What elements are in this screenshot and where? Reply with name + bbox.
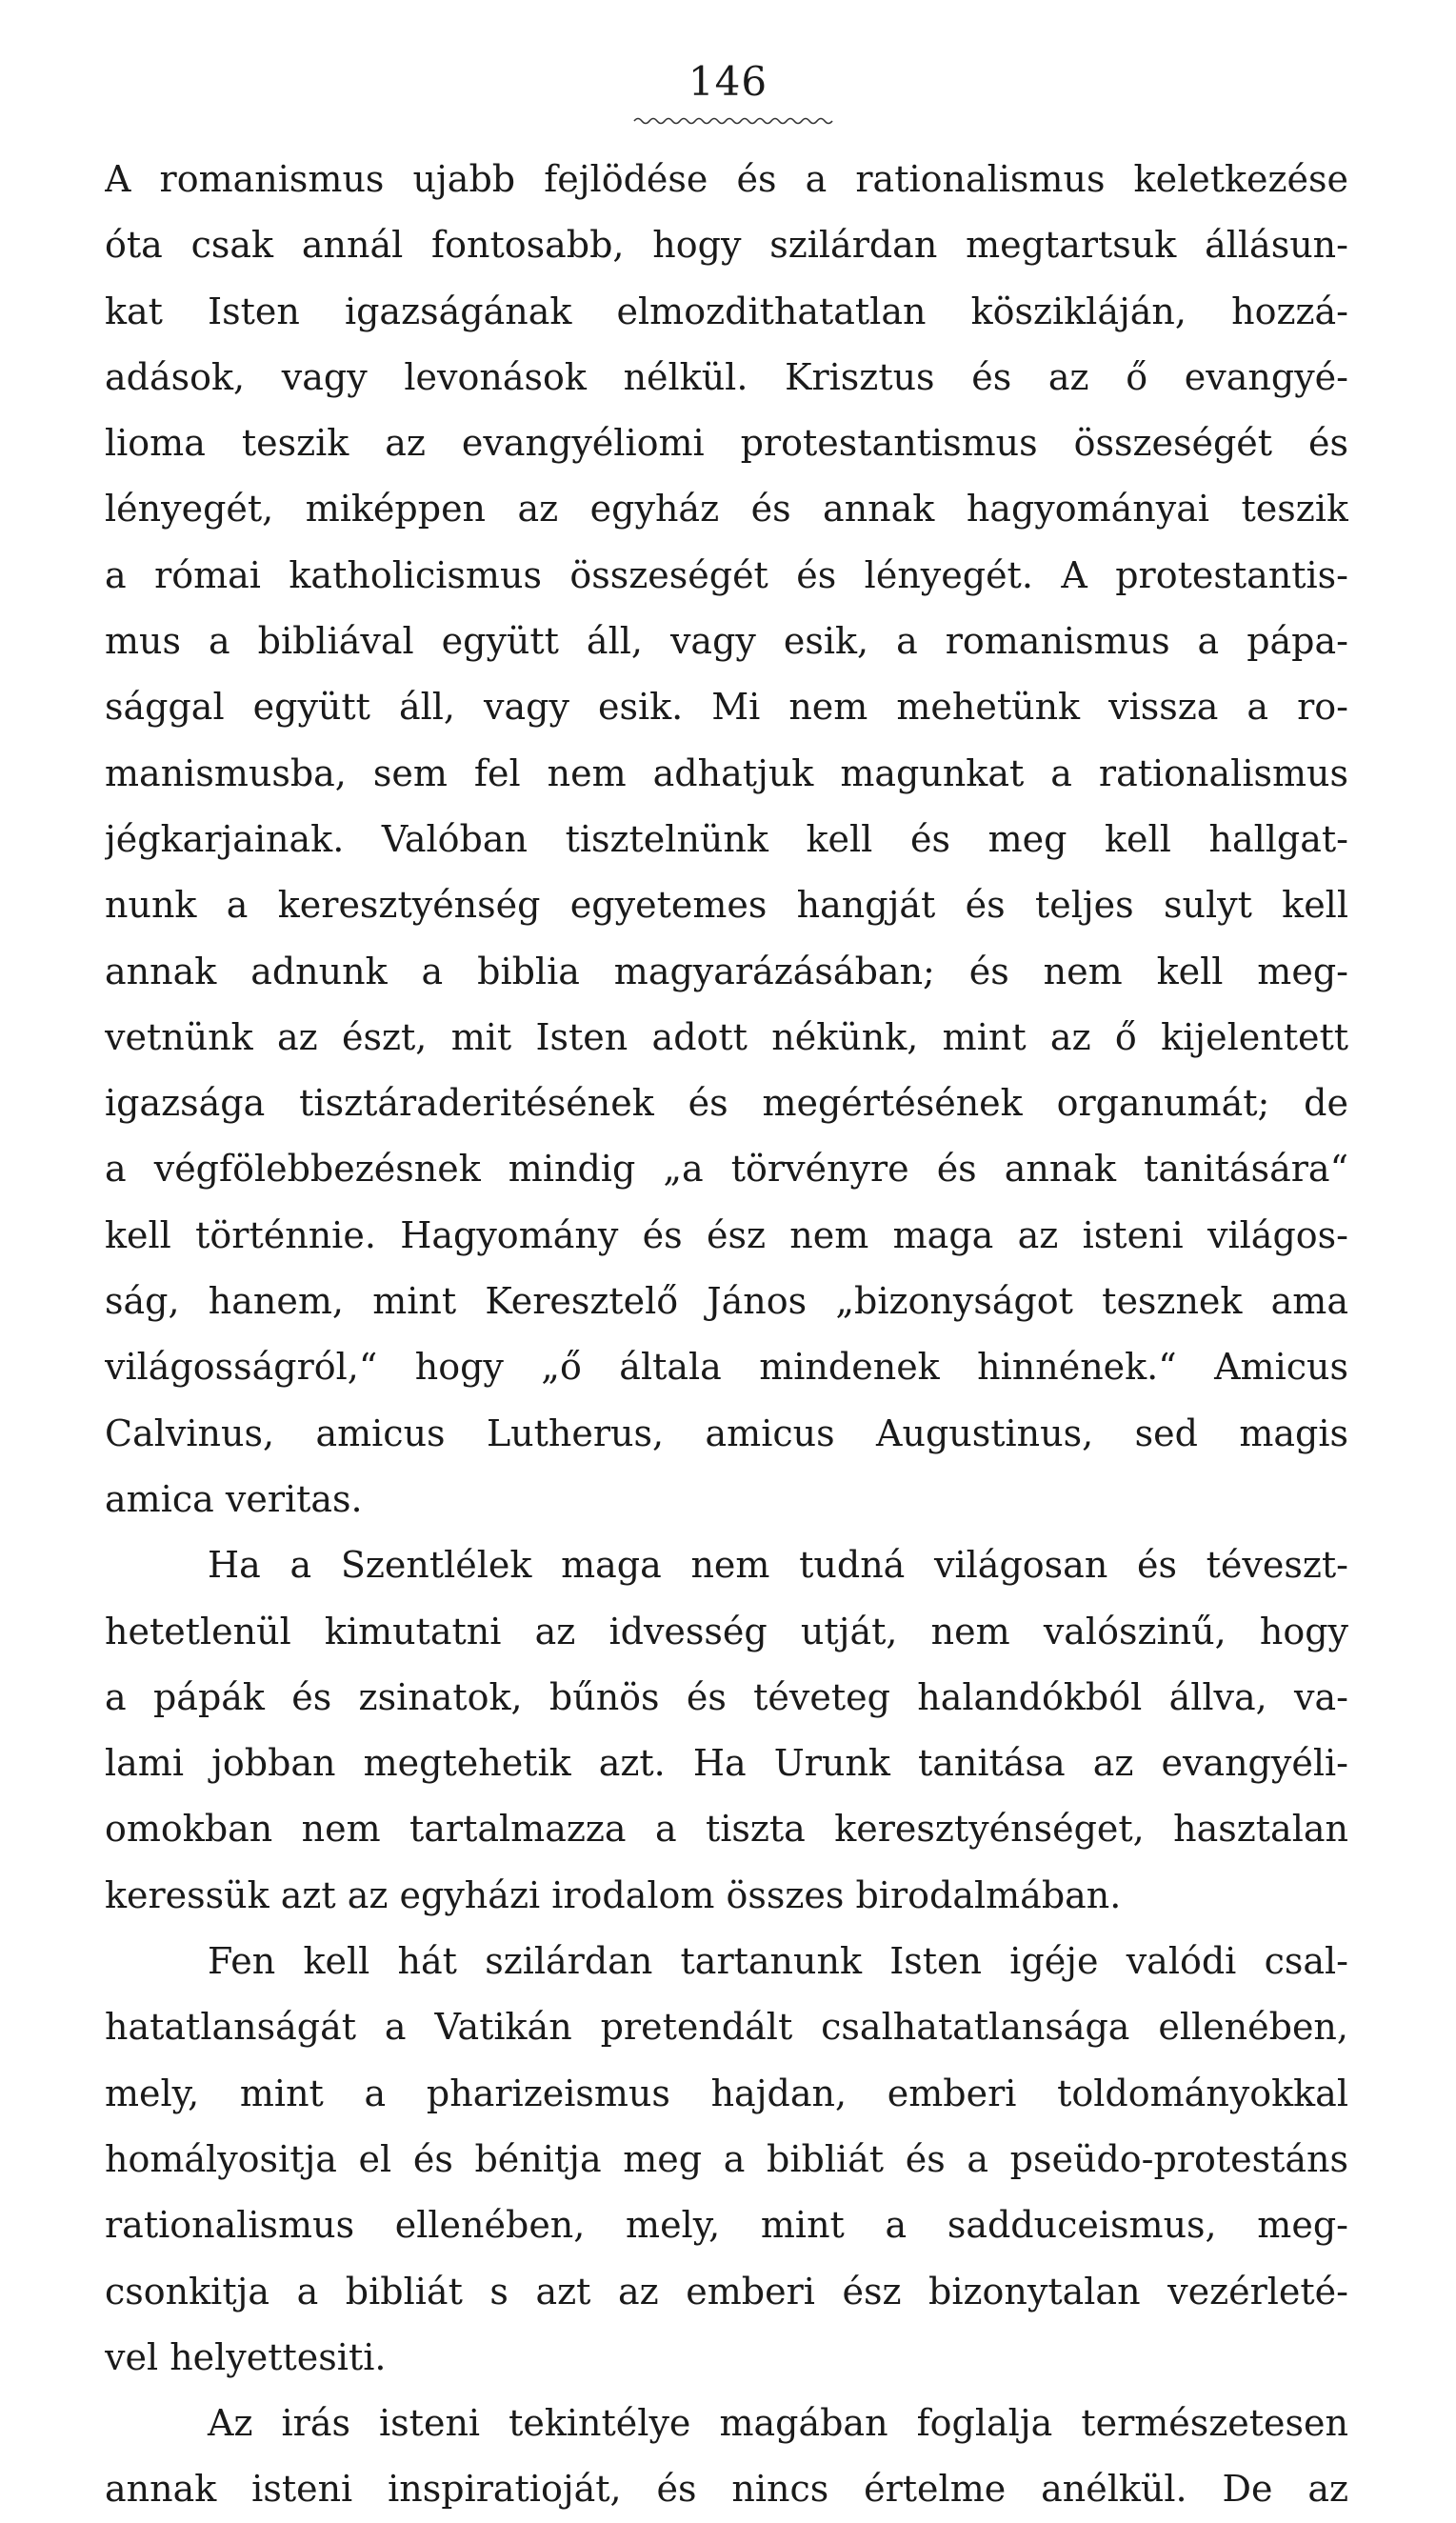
text-line: adások, vagy levonások nélkül. Krisztus és az ő evangyé- — [105, 355, 1348, 398]
text-line: jégkarjainak. Valóban tisztelnünk kell és meg kell hallgat- — [105, 817, 1348, 860]
text-line: lényegét, miképpen az egyház és annak hagyományai teszik — [105, 488, 1348, 531]
text-line: Calvinus, amicus Lutherus, amicus Augustinus, sed magis — [105, 1412, 1348, 1454]
text-line: csonkitja a bibliát s azt az emberi ész bizonytalan vezérleté- — [105, 2270, 1348, 2313]
text-line: keressük azt az egyházi irodalom összes birodalmában. — [105, 1873, 1122, 1916]
text-line: hetetlenül kimutatni az idvesség utját, nem valószinű, hogy — [105, 1610, 1348, 1652]
text-line: a római katholicismus összeségét és lényegét. A protestantis- — [105, 553, 1348, 596]
text-line: sággal együtt áll, vagy esik. Mi nem mehetünk vissza a ro- — [105, 686, 1348, 729]
text-line: Az irás isteni tekintélye magában foglalja természetesen — [208, 2402, 1348, 2445]
text-line: Fen kell hát szilárdan tartanunk Isten igéje valódi csal- — [208, 1940, 1348, 1983]
page-number: 146 — [688, 58, 768, 105]
paragraph-4 — [105, 2391, 1348, 2523]
text-line: lami jobban megtehetik azt. Ha Urunk tanitása az evangyéli- — [105, 1742, 1348, 1785]
text-line: vel helyettesiti. — [105, 2335, 387, 2378]
text-line: nunk a keresztyénség egyetemes hangját és teljes sulyt kell — [105, 884, 1348, 927]
text-line: a pápák és zsinatok, bűnös és téveteg halandókból állva, va- — [105, 1675, 1348, 1718]
paragraph-3 — [105, 1929, 1348, 2391]
text-line: világosságról,“ hogy „ő általa mindenek hinnének.“ Amicus — [105, 1346, 1348, 1389]
text-line: annak adnunk a biblia magyarázásában; és nem kell meg- — [105, 950, 1348, 992]
text-line: annak isteni inspiratioját, és nincs értelme anélkül. De az — [105, 2468, 1348, 2511]
text-line: mus a bibliával együtt áll, vagy esik, a romanismus a pápa- — [105, 620, 1348, 663]
text-line: A romanismus ujabb fejlödése és a rationalismus keletkezése — [105, 158, 1348, 200]
text-line: ság, hanem, mint Keresztelő János „bizonyságot tesznek ama — [105, 1280, 1348, 1323]
body-text — [105, 147, 1348, 2523]
text-line: hatatlanságát a Vatikán pretendált csalhatatlansága ellenében, — [105, 2006, 1348, 2049]
text-line: Ha a Szentlélek maga nem tudná világosan és téveszt- — [208, 1544, 1348, 1587]
text-line: kell történnie. Hagyomány és ész nem maga az isteni világos- — [105, 1213, 1348, 1256]
text-line: manismusba, sem fel nem adhatjuk magunkat a rationalismus — [105, 751, 1348, 794]
text-line: óta csak annál fontosabb, hogy szilárdan megtartsuk állásun- — [105, 224, 1348, 267]
text-line: amica veritas. — [105, 1477, 363, 1520]
text-line: omokban nem tartalmazza a tiszta keresztyénséget, hasztalan — [105, 1808, 1348, 1851]
text-line: mely, mint a pharizeismus hajdan, emberi toldományokkal — [105, 2072, 1348, 2114]
page-header — [0, 59, 1456, 105]
text-line: homályositja el és bénitja meg a bibliát és a pseüdo-protestáns — [105, 2137, 1348, 2180]
text-line: rationalismus ellenében, mely, mint a sadduceismus, meg- — [105, 2204, 1348, 2247]
wavy-rule-ornament — [632, 114, 836, 128]
text-line: kat Isten igazságának elmozdithatatlan köszikláján, hozzá- — [105, 290, 1348, 332]
text-line: igazsága tisztáraderitésének és megértésének organumát; de — [105, 1082, 1348, 1125]
text-line: lioma teszik az evangyéliomi protestantismus összeségét és — [105, 422, 1348, 465]
text-line: vetnünk az észt, mit Isten adott nékünk, mint az ő kijelentett — [105, 1015, 1348, 1058]
paragraph-2 — [105, 1532, 1348, 1929]
text-line: a végfölebbezésnek mindig „a törvényre és annak tanitására“ — [105, 1148, 1348, 1191]
paragraph-1 — [105, 147, 1348, 1532]
